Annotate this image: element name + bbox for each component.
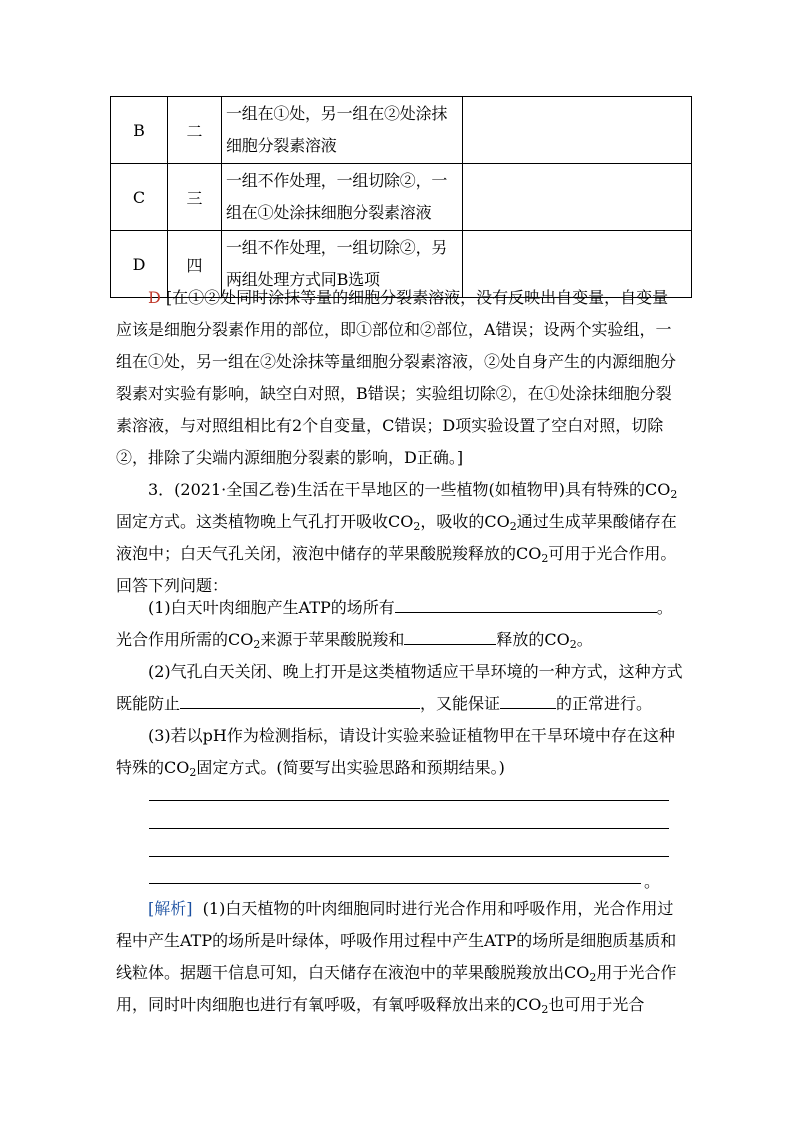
table-row: [111, 97, 692, 164]
question-3-stem: 3．(2021·全国乙卷)生活在干旱地区的一些植物(如植物甲)具有特殊的$CO_2$固定方式。这类植物晚上气孔打开吸收$CO_2$，吸收的$CO_2$通过生成苹果酸储存在液泡中；白天气孔关闭，液泡中储存的苹果酸脱羧释放的$CO_2$可用于光合作用。回答下列问题：: [116, 480, 678, 595]
table-row: [111, 164, 692, 231]
answer-blank[interactable]: [395, 592, 657, 613]
q2-answer-explanation: [116, 282, 678, 474]
answer-blank[interactable]: [180, 688, 420, 709]
analysis-paragraph: [解析] (1)白天植物的叶肉细胞同时进行光合作用和呼吸作用，光合作用过程中产生ATP的场所是叶绿体，呼吸作用过程中产生ATP的场所是细胞质基质和线粒体。据题干信息可知，白天储存在液泡中的苹果酸脱羧放出$CO_2$用于光合作用，同时叶肉细胞也进行有氧呼吸，有氧呼吸释放出来的$CO_2$也可用于光合: [116, 899, 677, 1016]
treatment-cell: 一组不作处理，一组切除②，一组在①处涂抹细胞分裂素溶液: [222, 164, 463, 231]
group-cell: 三: [168, 164, 222, 231]
options-table: [110, 96, 692, 298]
analysis-label: [解析]: [148, 899, 193, 918]
answer-line[interactable]: [149, 883, 641, 884]
question-3-part-3-cont: 特殊的$CO_2$固定方式。(简要写出实验思路和预期结果。): [116, 758, 505, 779]
question-3-part-2: (2)气孔白天关闭、晚上打开是这类植物适应干旱环境的一种方式，这种方式: [148, 662, 683, 681]
question-3-part-1-cont: 光合作用所需的$CO_2$来源于苹果酸脱羧和 释放的$CO_2$。: [116, 624, 593, 656]
answer-letter: D: [148, 288, 161, 307]
result-cell: [463, 164, 692, 231]
answer-line[interactable]: [149, 856, 669, 857]
answer-line[interactable]: [149, 800, 669, 801]
option-cell: B: [111, 97, 168, 164]
answer-line[interactable]: [149, 828, 669, 829]
answer-end-period: 。: [644, 872, 661, 891]
answer-blank[interactable]: [500, 688, 556, 709]
question-3-part-2-cont: 既能防止 ，又能保证 的正常进行。: [116, 688, 652, 720]
treatment-cell: 一组不作处理，一组切除②，另两组处理方式同B选项: [222, 231, 463, 298]
question-3-part-1: (1)白天叶肉细胞产生ATP的场所有 。: [148, 592, 673, 624]
group-cell: 四: [168, 231, 222, 298]
answer-blank[interactable]: [404, 624, 496, 645]
option-cell: C: [111, 164, 168, 231]
option-cell: D: [111, 231, 168, 298]
explanation-text: [在①②处同时涂抹等量的细胞分裂素溶液，没有反映出自变量，自变量应该是细胞分裂素作用的部位，即①部位和②部位，A错误；设两个实验组，一组在①处，另一组在②处涂抹等量细胞分裂素溶液，②处自身产生的内源细胞分裂素对实验有影响，缺空白对照，B错误；实验组切除②，在①处涂抹细胞分裂素溶液，与对照组相比有2个自变量，C错误；D项实验设置了空白对照，切除②，排除了尖端内源细胞分裂素的影响，D正确。]: [116, 288, 677, 467]
question-3-part-3: (3)若以pH作为检测指标，请设计实验来验证植物甲在干旱环境中存在这种: [148, 726, 675, 745]
treatment-cell: 一组在①处，另一组在②处涂抹细胞分裂素溶液: [222, 97, 463, 164]
group-cell: 二: [168, 97, 222, 164]
result-cell: [463, 97, 692, 164]
